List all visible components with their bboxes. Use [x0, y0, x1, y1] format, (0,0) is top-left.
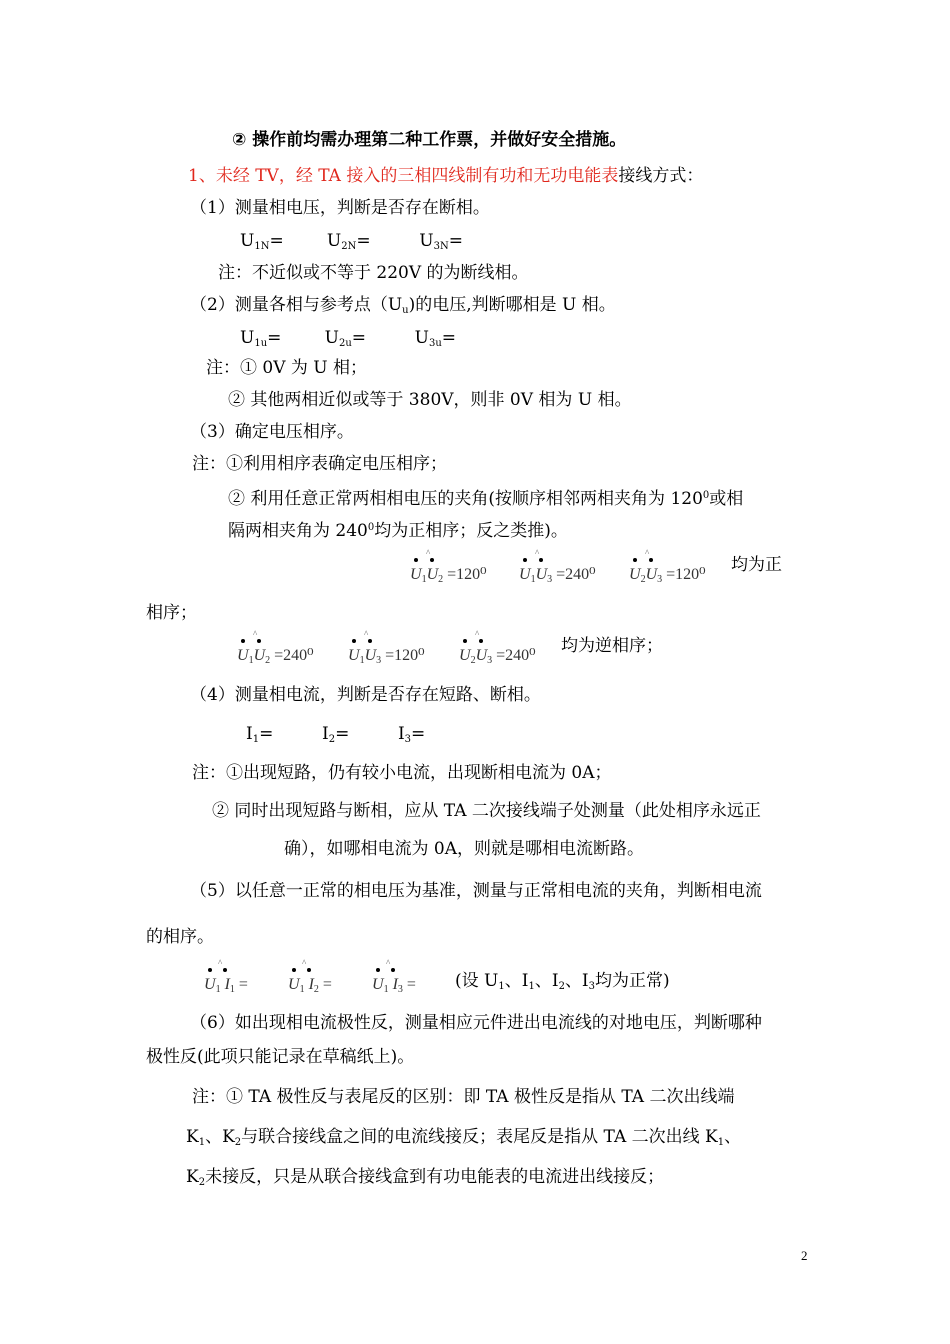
voltage-readings-n: $U_{1N}=$ $U_{2N}=$ $U_{3N}=$ — [240, 231, 463, 252]
note-4b: ② 同时出现短路与断相，应从 TA 二次接线端子处测量（此处相序永远正 — [212, 801, 761, 821]
step-2: （2）测量各相与参考点$(U_u)$的电压,判断哪相是 U 相。 — [190, 295, 616, 316]
step-5: （5）以任意一正常的相电压为基准，测量与正常相电流的夹角，判断相电流 — [190, 881, 762, 901]
note-2b: ② 其他两相近似或等于 380V，则非 0V 相为 U 相。 — [228, 390, 632, 410]
page-number: 2 — [801, 1248, 808, 1263]
positive-sequence-label: 均为正 — [731, 555, 782, 575]
formula-u1i3: ^ $U_1$ $I_3$ = — [372, 958, 416, 995]
note-4a: 注：①出现短路，仍有较小电流，出现断相电流为 0A； — [192, 763, 612, 783]
formula-u2u3-pos: ^ $U_2U_3 =120^0$ — [629, 548, 706, 585]
formula-u1u3-neg: ^ $U_1U_3 =120^0$ — [348, 629, 425, 666]
formula-u1u3-pos: ^ $U_1U_3 =240^0$ — [519, 548, 596, 585]
step-6: （6）如出现相电流极性反，测量相应元件进出电流线的对地电压，判断哪种 — [190, 1013, 762, 1033]
note-1: 注：不近似或不等于 220V 的为断线相。 — [218, 263, 529, 283]
step-5-cont: 的相序。 — [146, 927, 214, 947]
step-6-cont: 极性反(此项只能记录在草稿纸上)。 — [146, 1047, 415, 1067]
note-4b-cont: 确），如哪相电流为 0A，则就是哪相电流断路。 — [284, 839, 644, 859]
formula-u2u3-neg: ^ $U_2U_3 =240^0$ — [459, 629, 536, 666]
negative-sequence-label: 均为逆相序； — [561, 636, 663, 656]
formula-u1i1: ^ $U_1$ $I_1$ = — [204, 958, 248, 995]
section-title-rest: 接线方式： — [618, 166, 704, 186]
note-2a: 注：① 0V 为 U 相； — [206, 358, 368, 378]
step-3: （3）确定电压相序。 — [190, 422, 354, 442]
note-3b: ② 利用任意正常两相相电压的夹角(按顺序相邻两相夹角为 $120^0$或相 — [228, 489, 744, 509]
step-1: （1）测量相电压，判断是否存在断相。 — [190, 198, 490, 218]
section-title-red: 1、未经 TV，经 TA 接入的三相四线制有功和无功电能表 — [188, 166, 619, 186]
formula-u1u2-pos: ^ $U_1U_2 =120^0$ — [410, 548, 487, 585]
step-4: （4）测量相电流，判断是否存在短路、断相。 — [190, 685, 541, 705]
heading-note: ② 操作前均需办理第二种工作票，并做好安全措施。 — [232, 130, 627, 150]
note-6a-cont2: $K_2$未接反，只是从联合接线盒到有功电能表的电流进出线接反； — [186, 1167, 665, 1188]
assumption-note: (设 $U_1$、$I_1$、$I_2$、$I_3$均为正常) — [455, 971, 670, 992]
formula-u1i2: ^ $U_1$ $I_2$ = — [288, 958, 332, 995]
formula-u1u2-neg: ^ $U_1U_2 =240^0$ — [237, 629, 314, 666]
note-6a-cont1: $K_1$、$K_2$与联合接线盒之间的电流线接反；表尾反是指从 TA 二次出线 $K_1$、 — [186, 1127, 742, 1148]
section-title — [188, 165, 703, 187]
current-readings: $I_1=$ $I_2=$ $I_3=$ — [246, 724, 426, 745]
voltage-readings-u: $U_{1u}=$ $U_{2u}=$ $U_{3u}=$ — [240, 328, 457, 349]
note-6a: 注：① TA 极性反与表尾反的区别：即 TA 极性反是指从 TA 二次出线端 — [192, 1087, 735, 1107]
note-3b-cont: 隔两相夹角为 $240^0$均为正相序；反之类推)。 — [228, 521, 568, 541]
note-3a: 注：①利用相序表确定电压相序； — [192, 454, 447, 474]
positive-sequence-label-cont: 相序； — [146, 603, 197, 623]
